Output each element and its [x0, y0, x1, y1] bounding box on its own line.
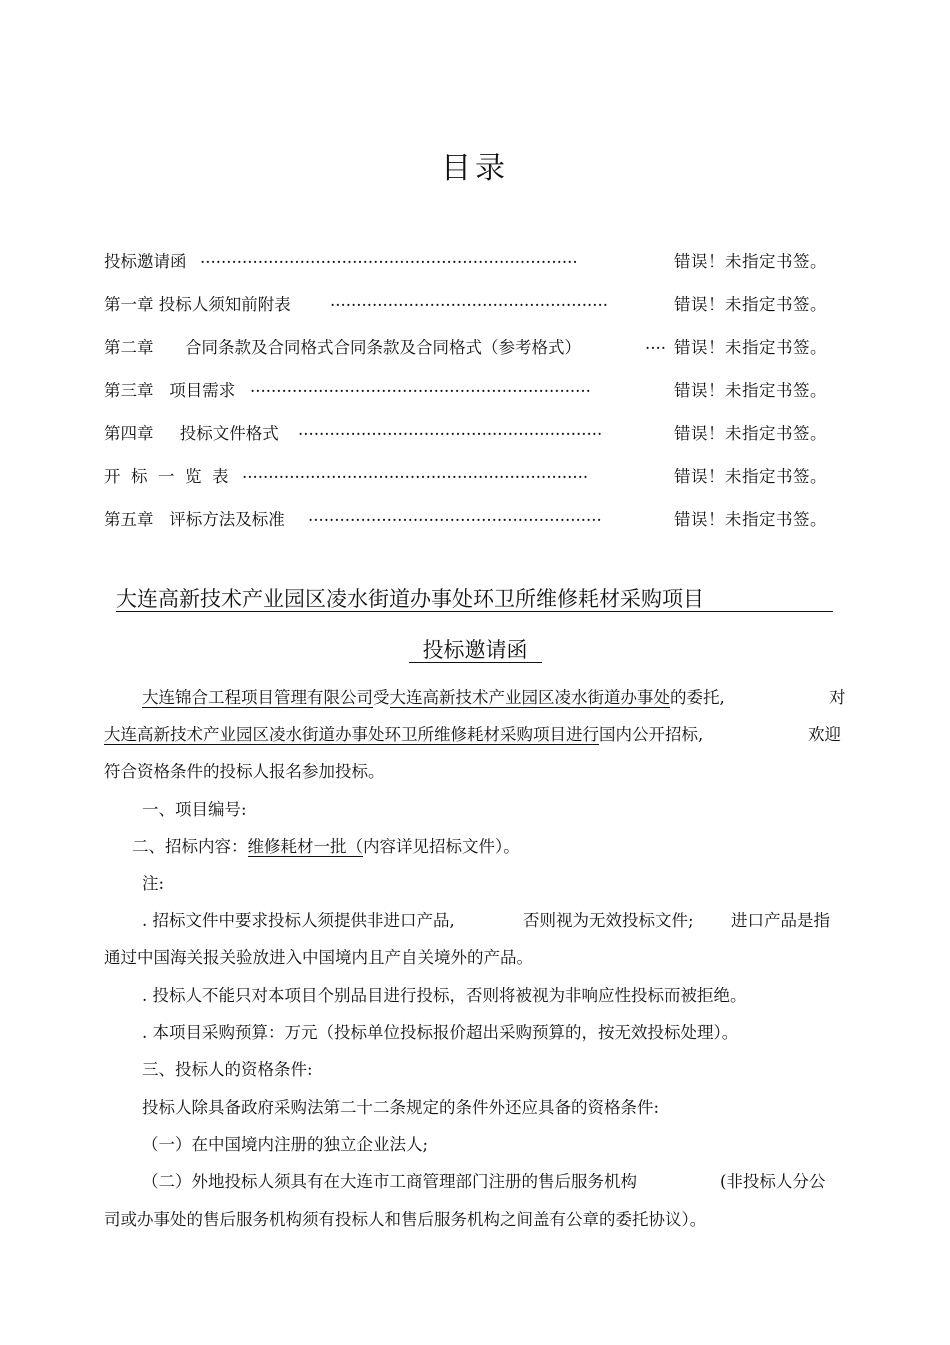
qualifications-intro: 投标人除具备政府采购法第二十二条规定的条件外还应具备的资格条件: — [142, 1098, 660, 1117]
section-tender-content — [132, 833, 520, 857]
intro-to: 对 — [829, 688, 846, 707]
agency-name: 大连锦合工程项目管理有限公司 — [142, 688, 373, 707]
toc-entry-leader: .................................................................. — [242, 463, 589, 482]
qualification-1: （一）在中国境内注册的独立企业法人; — [142, 1135, 429, 1154]
toc-entry-label: 第二章 合同条款及合同格式合同条款及合同格式（参考格式） — [104, 338, 581, 357]
project-name: 大连高新技术产业园区凌水街道办事处环卫所维修耗材采购项目进行 — [104, 725, 599, 744]
toc-entry-status: 错误！未指定书签。 — [674, 424, 827, 443]
toc-entry-leader: .......................................................... — [298, 420, 603, 439]
toc-entry-label: 第五章 评标方法及标准 — [104, 510, 285, 529]
toc-entry-leader: ........................................................ — [308, 506, 602, 525]
toc-entry-leader: ................................................................. — [250, 377, 591, 396]
toc-entry-status: 错误！未指定书签。 — [674, 467, 827, 486]
intro-line-1 — [142, 684, 725, 708]
note-1-b: 否则视为无效投标文件; — [523, 911, 694, 930]
toc-entry[interactable] — [104, 248, 834, 274]
toc-entry-label: 第一章 投标人须知前附表 — [104, 295, 291, 314]
toc-entry[interactable] — [104, 334, 834, 360]
toc-entry-status: 错误！未指定书签。 — [674, 510, 827, 529]
tender-content-items: 维修耗材一批（ — [247, 837, 363, 856]
intro-entrust-end: 的委托, — [670, 688, 725, 707]
tender-content-suffix: 内容详见招标文件）。 — [363, 837, 520, 856]
toc-entry-leader: ..................................................... — [330, 291, 608, 310]
toc-entry-status: 错误！未指定书签。 — [674, 252, 827, 271]
note-1-line-2: 通过中国海关报关验放进入中国境内且产自关境外的产品。 — [104, 948, 533, 967]
intro-welcome: 欢迎 — [808, 725, 841, 744]
intro-entrust: 受 — [373, 688, 390, 707]
toc-entry-leader: .... — [645, 334, 666, 353]
subtitle-text: 投标邀请函 — [409, 638, 542, 663]
client-name: 大连高新技术产业园区凌水街道办事处 — [389, 688, 670, 707]
toc-entry-label: 第四章 投标文件格式 — [104, 424, 279, 443]
intro-tender: 国内公开招标, — [599, 725, 704, 744]
qualification-2-a: （二）外地投标人须具有在大连市工商管理部门注册的售后服务机构 — [142, 1172, 637, 1191]
document-subtitle — [0, 634, 950, 664]
note-1-c: 进口产品是指 — [731, 911, 830, 930]
toc-entry[interactable] — [104, 463, 834, 489]
toc-entry-status: 错误！未指定书签。 — [674, 338, 827, 357]
note-1-a: . 招标文件中要求投标人须提供非进口产品, — [142, 911, 455, 930]
note-label: 注: — [142, 874, 165, 893]
toc-entry-status: 错误！未指定书签。 — [674, 295, 827, 314]
document-title: 大连高新技术产业园区凌水街道办事处环卫所维修耗材采购项目 — [116, 587, 704, 611]
intro-line-2 — [104, 721, 703, 745]
toc-entry-status: 错误！未指定书签。 — [674, 381, 827, 400]
toc-entry[interactable] — [104, 377, 834, 403]
qualification-2-line-2: 司或办事处的售后服务机构须有投标人和售后服务机构之间盖有公章的委托协议）。 — [104, 1210, 707, 1229]
toc-entry-label: 第三章 项目需求 — [104, 381, 236, 400]
title-underline — [116, 611, 833, 612]
tender-content-prefix: 二、招标内容： — [132, 837, 248, 856]
toc-entry[interactable] — [104, 506, 834, 532]
toc-entry[interactable] — [104, 291, 834, 317]
toc-title: 目录 — [441, 151, 509, 186]
qualification-2-b: (非投标人分公 — [720, 1172, 826, 1191]
toc-entry-label: 开 标 一 览 表 — [104, 467, 229, 486]
toc-entry-leader: ........................................................................ — [200, 248, 578, 267]
toc-entry-label: 投标邀请函 — [104, 252, 187, 271]
section-project-number: 一、项目编号: — [142, 800, 247, 819]
toc-entry[interactable] — [104, 420, 834, 446]
note-2: . 投标人不能只对本项目个别品目进行投标，否则将被视为非响应性投标而被拒绝。 — [142, 986, 747, 1005]
section-qualifications: 三、投标人的资格条件: — [142, 1060, 313, 1079]
intro-line-3: 符合资格条件的投标人报名参加投标。 — [104, 762, 385, 781]
note-3: . 本项目采购预算：万元（投标单位投标报价超出采购预算的，按无效投标处理）。 — [142, 1023, 739, 1042]
